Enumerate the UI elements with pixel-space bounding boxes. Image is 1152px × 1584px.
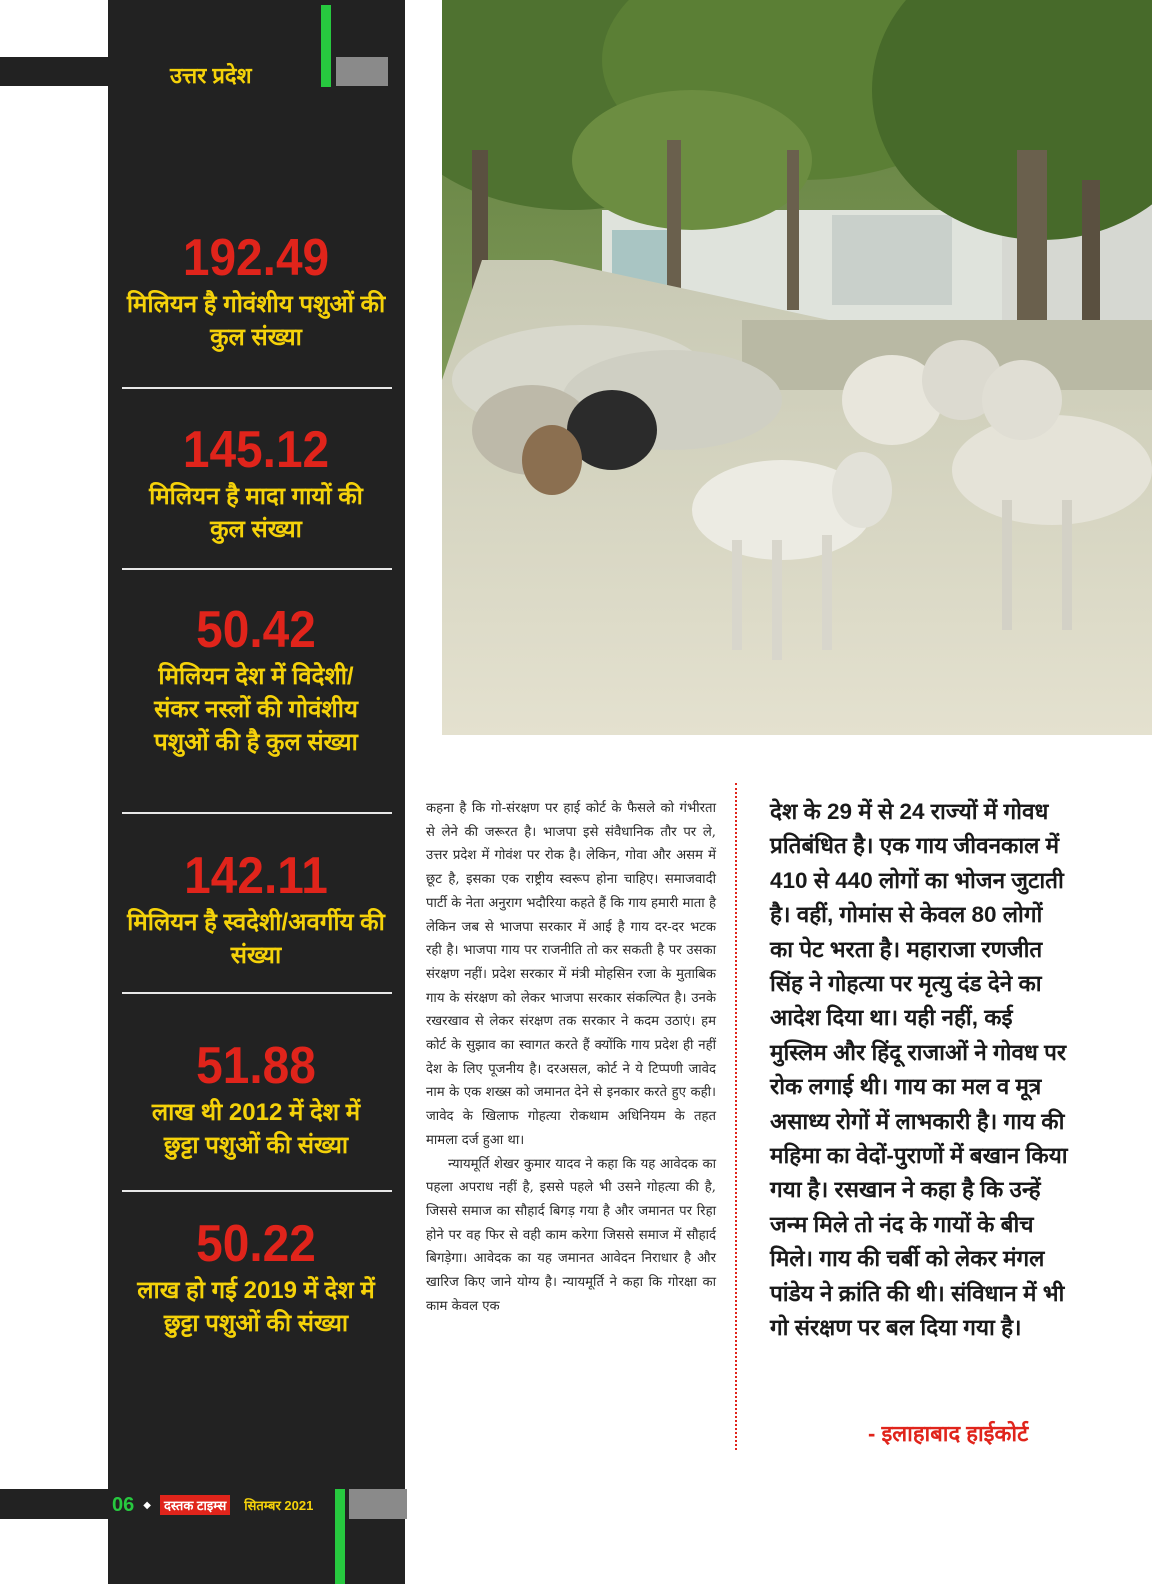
diamond-icon: ◆: [143, 1499, 151, 1511]
stat-description: लाख हो गई 2019 में देश में छुट्टा पशुओं की संख्या: [137, 1277, 375, 1338]
stat-block: [120, 1215, 392, 1340]
gray-accent-block: [336, 57, 388, 86]
magazine-logo: दस्तक टाइम्स: [160, 1495, 230, 1515]
gray-accent-block-bottom: [349, 1489, 407, 1519]
stat-divider: [122, 1190, 392, 1192]
stat-description: मिलियन देश में विदेशी/संकर नस्लों की गोवंशीय पशुओं की है कुल संख्या: [154, 663, 358, 757]
stat-description: मिलियन है मादा गायों की कुल संख्या: [149, 483, 363, 544]
article-body: [426, 797, 716, 1318]
pull-quote: देश के 29 में से 24 राज्यों में गोवध प्रतिबंधित है। एक गाय जीवनकाल में 410 से 440 लोगों का भोजन जुटाती है। वहीं, गोमांस से केवल 80 लोगों का पेट भरता है। महाराजा रणजीत सिंह ने गोहत्या पर मृत्यु दंड देने का आदेश दिया था। यही नहीं, कई मुस्लिम और हिंदू राजाओं ने गोवध पर रोक लगाई थी। गाय का मल व मूत्र असाध्य रोगों में लाभकारी है। गाय की महिमा का वेदों-पुराणों में बखान किया गया है। रसखान ने कहा है कि उन्हें जन्म मिले तो नंद के गायों के बीच मिले। गाय की चर्बी को लेकर मंगल पांडेय ने क्रांति की थी। संविधान में भी गो संरक्षण पर बल दिया गया है।: [770, 799, 1068, 1341]
stat-number: 50.42: [196, 601, 316, 659]
page-footer: [112, 1493, 313, 1517]
stat-number: 142.11: [184, 847, 328, 905]
stat-number: 50.22: [196, 1215, 316, 1273]
stat-description: लाख थी 2012 में देश में छुट्टा पशुओं की संख्या: [151, 1099, 361, 1160]
stat-description: मिलियन है गोवंशीय पशुओं की कुल संख्या: [126, 291, 386, 352]
stat-block: [120, 601, 392, 759]
quote-source: - इलाहाबाद हाईकोर्ट: [868, 1421, 1029, 1446]
footer-bar: [0, 1489, 112, 1519]
photo-illustration: [442, 0, 1152, 735]
stat-number: 192.49: [182, 229, 330, 287]
section-label: उत्तर प्रदेश: [170, 63, 252, 88]
header-bar: [0, 57, 112, 86]
stat-block: [120, 229, 392, 354]
green-accent-bar-bottom: [335, 1489, 345, 1584]
stat-divider: [122, 387, 392, 389]
page-number: 06: [112, 1493, 135, 1516]
stat-number: 145.12: [182, 421, 330, 479]
stat-block: [120, 1037, 392, 1162]
column-divider: [735, 783, 737, 1450]
stat-block: [120, 847, 392, 972]
stat-description: मिलियन है स्वदेशी/अवर्गीय की संख्या: [127, 909, 385, 970]
issue-date: सितम्बर 2021: [244, 1498, 314, 1513]
article-paragraph: कहना है कि गो-संरक्षण पर हाई कोर्ट के फैसले को गंभीरता से लेने की जरूरत है। भाजपा इसे संवैधानिक तौर पर ले, उत्तर प्रदेश में गोवंश पर रोक है। लेकिन, गोवा और असम में छूट है, इसका एक राष्ट्रीय स्वरूप होना चाहिए। समाजवादी पार्टी के नेता अनुराग भदौरिया कहते हैं कि गाय हमारी माता है लेकिन जब से भाजपा सरकार में आई है गाय दर-दर भटक रही है। भाजपा गाय पर राजनीति तो कर सकती है पर उसका संरक्षण नहीं। प्रदेश सरकार में मंत्री मोहसिन रजा के मुताबिक गाय के संरक्षण को लेकर भाजपा सरकार संकल्पित है। उनके रखरखाव से लेकर संरक्षण तक सरकार ने कदम उठाएं। हम कोर्ट के सुझाव का स्वागत करते हैं क्योंकि गाय प्रदेश ही नहीं देश के लिए पूजनीय है। दरअसल, कोर्ट ने ये टिप्पणी जावेद नाम के एक शख्स को जमानत देने से इनकार करते हुए कही। जावेद के खिलाफ गोहत्या रोकथाम अधिनियम के तहत मामला दर्ज हुआ था।: [426, 801, 716, 1148]
cow-herd-photo: [442, 0, 1152, 735]
stat-block: [120, 421, 392, 546]
stat-divider: [122, 568, 392, 570]
stat-divider: [122, 812, 392, 814]
stat-number: 51.88: [196, 1037, 316, 1095]
green-accent-bar: [321, 5, 331, 87]
stat-divider: [122, 992, 392, 994]
article-paragraph: न्यायमूर्ति शेखर कुमार यादव ने कहा कि यह आवेदक का पहला अपराध नहीं है, इससे पहले भी उसने गोहत्या की है, जिससे समाज का सौहार्द बिगड़ गया है और जमानत पर रिहा होने पर वह फिर से वही काम करेगा जिससे समाज में सौहार्द बिगड़ेगा। आवेदक का यह जमानत आवेदन निराधार है और खारिज किए जाने योग्य है। न्यायमूर्ति ने कहा कि गोरक्षा का काम केवल एक: [426, 1156, 716, 1314]
